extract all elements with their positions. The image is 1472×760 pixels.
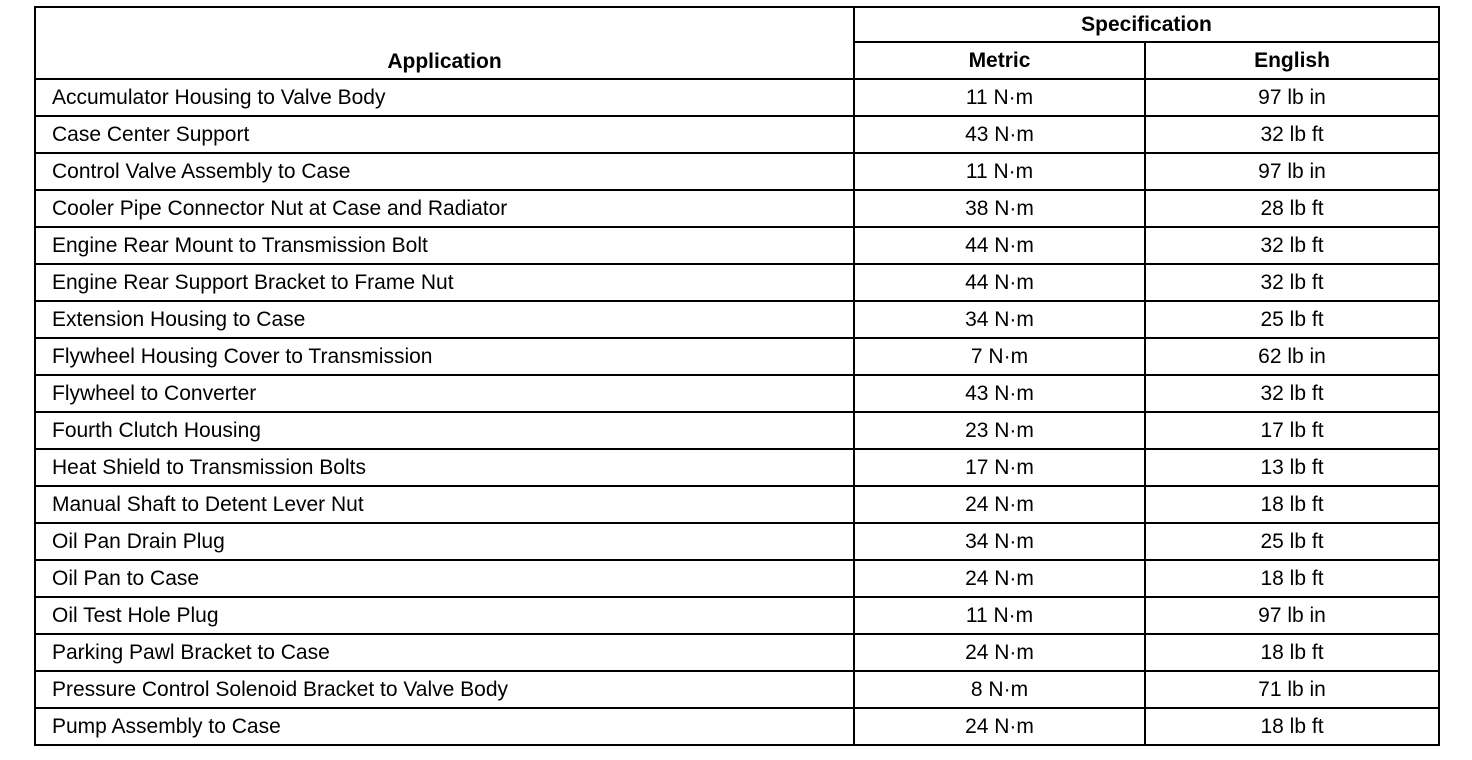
metric-cell: 8 N·m (854, 671, 1145, 708)
application-cell: Flywheel to Converter (35, 375, 854, 412)
english-cell: 32 lb ft (1145, 375, 1439, 412)
table-row (35, 301, 1439, 338)
metric-cell: 24 N·m (854, 486, 1145, 523)
metric-cell: 43 N·m (854, 375, 1145, 412)
metric-cell: 44 N·m (854, 264, 1145, 301)
application-cell: Engine Rear Support Bracket to Frame Nut (35, 264, 854, 301)
table-row (35, 79, 1439, 116)
english-cell: 25 lb ft (1145, 523, 1439, 560)
table-row (35, 412, 1439, 449)
application-cell: Oil Pan Drain Plug (35, 523, 854, 560)
application-cell: Control Valve Assembly to Case (35, 153, 854, 190)
english-cell: 25 lb ft (1145, 301, 1439, 338)
english-cell: 18 lb ft (1145, 708, 1439, 745)
application-cell: Pressure Control Solenoid Bracket to Valve Body (35, 671, 854, 708)
table-row (35, 523, 1439, 560)
application-cell: Heat Shield to Transmission Bolts (35, 449, 854, 486)
metric-cell: 24 N·m (854, 634, 1145, 671)
application-cell: Case Center Support (35, 116, 854, 153)
english-cell: 32 lb ft (1145, 227, 1439, 264)
metric-cell: 44 N·m (854, 227, 1145, 264)
table-row (35, 486, 1439, 523)
table-body (35, 79, 1439, 745)
application-cell: Engine Rear Mount to Transmission Bolt (35, 227, 854, 264)
english-column-header: English (1145, 42, 1439, 79)
metric-column-header: Metric (854, 42, 1145, 79)
english-cell: 13 lb ft (1145, 449, 1439, 486)
application-cell: Manual Shaft to Detent Lever Nut (35, 486, 854, 523)
metric-cell: 23 N·m (854, 412, 1145, 449)
application-cell: Cooler Pipe Connector Nut at Case and Radiator (35, 190, 854, 227)
english-cell: 71 lb in (1145, 671, 1439, 708)
english-cell: 62 lb in (1145, 338, 1439, 375)
metric-cell: 34 N·m (854, 301, 1145, 338)
table-row (35, 375, 1439, 412)
english-cell: 97 lb in (1145, 153, 1439, 190)
english-cell: 28 lb ft (1145, 190, 1439, 227)
application-cell: Oil Pan to Case (35, 560, 854, 597)
table-row (35, 449, 1439, 486)
metric-cell: 11 N·m (854, 79, 1145, 116)
table-row (35, 671, 1439, 708)
application-cell: Fourth Clutch Housing (35, 412, 854, 449)
application-cell: Extension Housing to Case (35, 301, 854, 338)
english-cell: 18 lb ft (1145, 486, 1439, 523)
metric-cell: 7 N·m (854, 338, 1145, 375)
english-cell: 18 lb ft (1145, 634, 1439, 671)
application-cell: Oil Test Hole Plug (35, 597, 854, 634)
metric-cell: 17 N·m (854, 449, 1145, 486)
fastener-specification-table (34, 6, 1440, 746)
table-row (35, 560, 1439, 597)
table-row (35, 264, 1439, 301)
english-cell: 32 lb ft (1145, 264, 1439, 301)
application-cell: Parking Pawl Bracket to Case (35, 634, 854, 671)
table-row (35, 116, 1439, 153)
table-row (35, 708, 1439, 745)
table-row (35, 597, 1439, 634)
table-row (35, 338, 1439, 375)
metric-cell: 24 N·m (854, 708, 1145, 745)
application-column-header: Application (35, 7, 854, 79)
table-row (35, 227, 1439, 264)
english-cell: 32 lb ft (1145, 116, 1439, 153)
application-cell: Accumulator Housing to Valve Body (35, 79, 854, 116)
specification-group-header: Specification (854, 7, 1439, 42)
application-cell: Pump Assembly to Case (35, 708, 854, 745)
table-row (35, 190, 1439, 227)
metric-cell: 38 N·m (854, 190, 1145, 227)
metric-cell: 11 N·m (854, 597, 1145, 634)
english-cell: 17 lb ft (1145, 412, 1439, 449)
header-row (35, 7, 1439, 42)
table-row (35, 634, 1439, 671)
table-row (35, 153, 1439, 190)
metric-cell: 11 N·m (854, 153, 1145, 190)
english-cell: 18 lb ft (1145, 560, 1439, 597)
metric-cell: 34 N·m (854, 523, 1145, 560)
table-header (35, 7, 1439, 79)
metric-cell: 24 N·m (854, 560, 1145, 597)
english-cell: 97 lb in (1145, 597, 1439, 634)
application-cell: Flywheel Housing Cover to Transmission (35, 338, 854, 375)
metric-cell: 43 N·m (854, 116, 1145, 153)
english-cell: 97 lb in (1145, 79, 1439, 116)
